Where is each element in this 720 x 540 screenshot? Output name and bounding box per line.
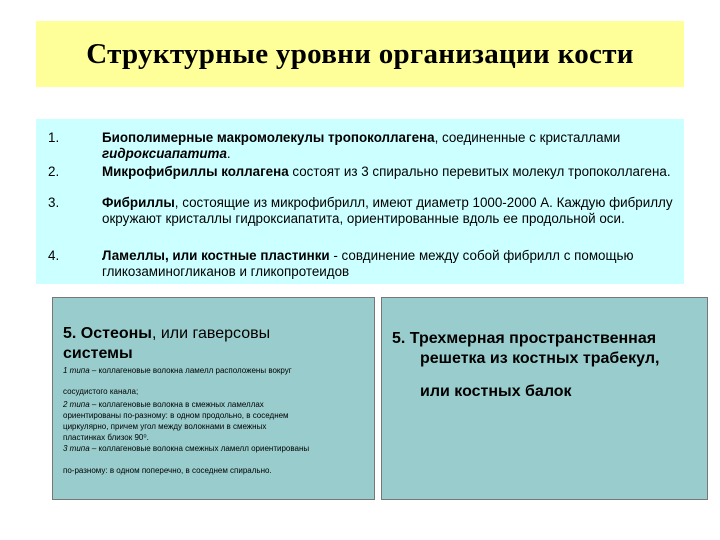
level-text	[102, 164, 677, 180]
osteons-heading-bold: 5. Остеоны	[63, 325, 152, 342]
osteon-type2-line: пластинках близок 90⁰.	[63, 433, 149, 442]
trabecular-panel	[381, 297, 708, 500]
osteon-type2-line: – коллагеновые волокна в смежных ламеллах	[89, 400, 264, 409]
level-number: 2.	[48, 164, 60, 179]
level-number: 3.	[48, 195, 60, 210]
level-text-part: состоят из 3 спирально перевитых молекул тропоколлагена.	[288, 164, 671, 179]
level-item	[36, 130, 677, 161]
level-item	[36, 195, 677, 226]
level-text-part: Ламеллы, или костные пластинки	[102, 248, 330, 263]
osteons-heading-rest: , или гаверсовы	[151, 325, 271, 342]
level-text-part: , состоящие из микрофибрилл, имеют диаметр 1000-2000 А. Каждую фибриллу окружают кристаллы гидроксиапатита, ориентированные вдоль ее продольной оси.	[102, 195, 673, 226]
level-text-part: Биополимерные макромолекулы тропоколлагена	[102, 130, 435, 145]
trabecular-line-2: решетка из костных трабекул,	[420, 350, 660, 367]
osteon-type1-line1	[63, 365, 378, 376]
osteons-heading	[63, 324, 363, 364]
osteon-type3-label: 3 типа	[63, 444, 90, 453]
title-banner	[36, 21, 684, 87]
level-text-part: Фибриллы	[102, 195, 175, 210]
level-item	[36, 164, 677, 180]
osteons-heading-line2: системы	[63, 345, 133, 362]
osteon-type1-label: 1 типа	[63, 366, 90, 375]
osteon-type2-label: 2 типа	[63, 400, 90, 409]
level-text-part: гидроксиапатита	[102, 145, 227, 161]
osteon-type2	[63, 399, 378, 454]
osteon-type1-line2: сосудистого канала;	[63, 387, 139, 396]
osteon-type2-line: ориентированы по-разному: в одном продольно, в соседнем	[63, 411, 289, 420]
level-number: 4.	[48, 248, 60, 263]
levels-list-box	[36, 119, 684, 284]
level-text-part: Микрофибриллы коллагена	[102, 164, 289, 179]
level-text-part: - совдинение между собой фибрилл с помощью гликозаминогликанов и гликопротеидов	[102, 248, 634, 279]
osteon-type1-text-a: – коллагеновые волокна ламелл расположены вокруг	[89, 366, 292, 375]
level-text	[102, 248, 677, 279]
level-text-part: , соединенные с кристаллами	[434, 130, 621, 145]
osteons-panel	[52, 297, 375, 500]
trabecular-line-1: 5. Трехмерная пространственная	[392, 330, 657, 347]
trabecular-line-3: или костных балок	[420, 383, 572, 400]
level-text	[102, 195, 677, 226]
level-item	[36, 248, 677, 279]
level-text	[102, 130, 677, 161]
level-number: 1.	[48, 130, 60, 145]
osteon-type3-line2: по-разному: в одном поперечно, в соседнем спирально.	[63, 466, 272, 475]
level-text-part: .	[226, 145, 231, 161]
page-title: Структурные уровни организации кости	[86, 37, 634, 70]
osteon-type3-text-a: – коллагеновые волокна смежных ламелл ориентированы	[89, 444, 310, 453]
osteon-type2-line: циркулярно, причем угол между волокнами в смежных	[63, 422, 267, 431]
